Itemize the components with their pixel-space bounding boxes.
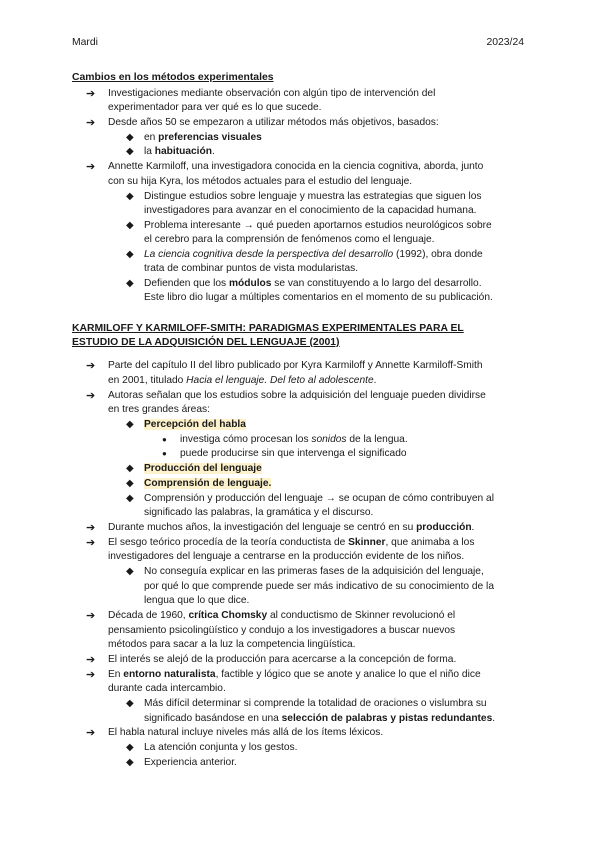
list-item: ◆ Distingue estudios sobre lenguaje y muestra las estrategias que siguen los	[144, 190, 530, 205]
list-item-cont: pensamiento psicolingüístico y condujo a los investigadores a buscar nuevos	[108, 625, 456, 636]
list-item-cont: el cerebro para la comprensión de fenómenos como el lenguaje.	[144, 234, 435, 245]
arrow-icon: ➔	[86, 522, 96, 534]
diamond-icon: ◆	[126, 757, 134, 768]
header-left: Mardi	[72, 37, 98, 48]
list-item-cont: en tres grandes áreas:	[108, 404, 210, 415]
section-title-2b: ESTUDIO DE LA ADQUISICIÓN DEL LENGUAJE (2001)	[72, 337, 340, 348]
list-item: ➔ Parte del capítulo II del libro publicado por Kyra Karmiloff y Annette Karmiloff-Smith	[86, 360, 483, 372]
list-item: ● investiga cómo procesan los sonidos de la lengua.	[180, 433, 530, 448]
list-item-cont: trata de combinar puntos de vista modularistas.	[144, 263, 359, 274]
arrow-icon: ➔	[86, 360, 96, 372]
list-item: ● puede producirse sin que intervenga el significado	[180, 447, 530, 462]
list-item-cont: experimentador para ver qué es lo que sucede.	[108, 102, 322, 113]
list-item: ◆ Problema interesante → qué pueden aportarnos estudios neurológicos sobre	[144, 219, 530, 234]
arrow-icon: ➔	[86, 88, 96, 100]
list-item: ◆ No conseguía explicar en las primeras fases de la adquisición del lenguaje,	[144, 565, 530, 580]
list-item: ◆ La ciencia cognitiva desde la perspectiva del desarrollo (1992), obra donde	[144, 248, 530, 263]
list-item: ◆ La atención conjunta y los gestos.	[144, 741, 530, 756]
diamond-icon: ◆	[126, 566, 134, 577]
list-item: ◆ Producción del lenguaje	[144, 462, 530, 477]
list-item-cont: lengua que lo que dice.	[144, 595, 250, 606]
diamond-icon: ◆	[126, 493, 134, 504]
diamond-icon: ◆	[126, 742, 134, 753]
list-item: ◆ Comprensión de lenguaje.	[144, 477, 530, 492]
list-item: ◆ la habituación.	[144, 145, 530, 160]
header-right: 2023/24	[486, 37, 524, 48]
list-item-cont: Este libro dio lugar a múltiples comentarios en el momento de su publicación.	[144, 292, 493, 303]
list-item: ➔ Desde años 50 se empezaron a utilizar métodos más objetivos, basados:	[86, 117, 439, 129]
diamond-icon: ◆	[126, 132, 134, 143]
arrow-icon: ➔	[86, 727, 96, 739]
list-item: ◆ Percepción del habla	[144, 418, 530, 433]
section-title-1: Cambios en los métodos experimentales	[72, 72, 274, 83]
list-item: ➔ En entorno naturalista, factible y lógico que se anote y analice lo que el niño dice	[86, 669, 481, 681]
list-item-cont: durante cada intercambio.	[108, 683, 226, 694]
diamond-icon: ◆	[126, 478, 134, 489]
diamond-icon: ◆	[126, 220, 134, 231]
list-item: ◆ Experiencia anterior.	[144, 756, 530, 771]
arrow-icon: ➔	[86, 390, 96, 402]
list-item: ➔ Investigaciones mediante observación con algún tipo de intervención del	[86, 88, 436, 100]
list-item: ◆ en preferencias visuales	[144, 131, 530, 146]
list-item-cont: por qué lo que comprende puede ser más indicativo de su conocimiento de la	[144, 581, 494, 592]
list-item-cont: métodos para sacar a la luz la competencia lingüística.	[108, 639, 356, 650]
list-item: ➔ Annette Karmiloff, una investigadora conocida en la ciencia cognitiva, aborda, junto	[86, 161, 484, 173]
diamond-icon: ◆	[126, 249, 134, 260]
diamond-icon: ◆	[126, 698, 134, 709]
arrow-icon: ➔	[86, 610, 96, 622]
list-item: ➔ El habla natural incluye niveles más allá de los ítems léxicos.	[86, 727, 384, 739]
list-item-cont: con su hija Kyra, los métodos actuales para el estudio del lenguaje.	[108, 176, 413, 187]
arrow-icon: ➔	[86, 117, 96, 129]
list-item-cont: significado basándose en una selección de palabras y pistas redundantes.	[144, 713, 496, 724]
list-item: ➔ El sesgo teórico procedía de la teoría conductista de Skinner, que animaba a los	[86, 537, 475, 549]
list-item: ➔ Década de 1960, crítica Chomsky al conductismo de Skinner revolucionó el	[86, 610, 456, 622]
arrow-icon: ➔	[86, 161, 96, 173]
list-item: ◆ Más difícil determinar si comprende la totalidad de oraciones o vislumbra su	[144, 697, 530, 712]
arrow-icon: ➔	[86, 537, 96, 549]
section-title-2a: KARMILOFF Y KARMILOFF-SMITH: PARADIGMAS EXPERIMENTALES PARA EL	[72, 323, 464, 334]
list-item-cont: investigadores para avanzar en el conocimiento de la capacidad humana.	[144, 205, 477, 216]
list-item: ◆ Comprensión y producción del lenguaje → se ocupan de cómo contribuyen al	[144, 492, 530, 507]
list-item: ➔ Durante muchos años, la investigación del lenguaje se centró en su producción.	[86, 522, 475, 534]
diamond-icon: ◆	[126, 146, 134, 157]
list-item-cont: investigadores del lenguaje a centrarse en la producción evidente de los niños.	[108, 551, 465, 562]
bullet-icon: ●	[162, 435, 167, 444]
diamond-icon: ◆	[126, 463, 134, 474]
list-item-cont: en 2001, titulado Hacia el lenguaje. Del feto al adolescente.	[108, 375, 377, 386]
diamond-icon: ◆	[126, 191, 134, 202]
list-item: ➔ Autoras señalan que los estudios sobre la adquisición del lenguaje pueden dividirse	[86, 390, 486, 402]
arrow-icon: ➔	[86, 669, 96, 681]
diamond-icon: ◆	[126, 278, 134, 289]
diamond-icon: ◆	[126, 419, 134, 430]
list-item-cont: significado las palabras, la gramática y el discurso.	[144, 507, 374, 518]
list-item: ◆ Defienden que los módulos se van constituyendo a lo largo del desarrollo.	[144, 277, 530, 292]
arrow-icon: ➔	[86, 654, 96, 666]
bullet-icon: ●	[162, 449, 167, 458]
list-item: ➔ El interés se alejó de la producción para acercarse a la concepción de forma.	[86, 654, 457, 666]
